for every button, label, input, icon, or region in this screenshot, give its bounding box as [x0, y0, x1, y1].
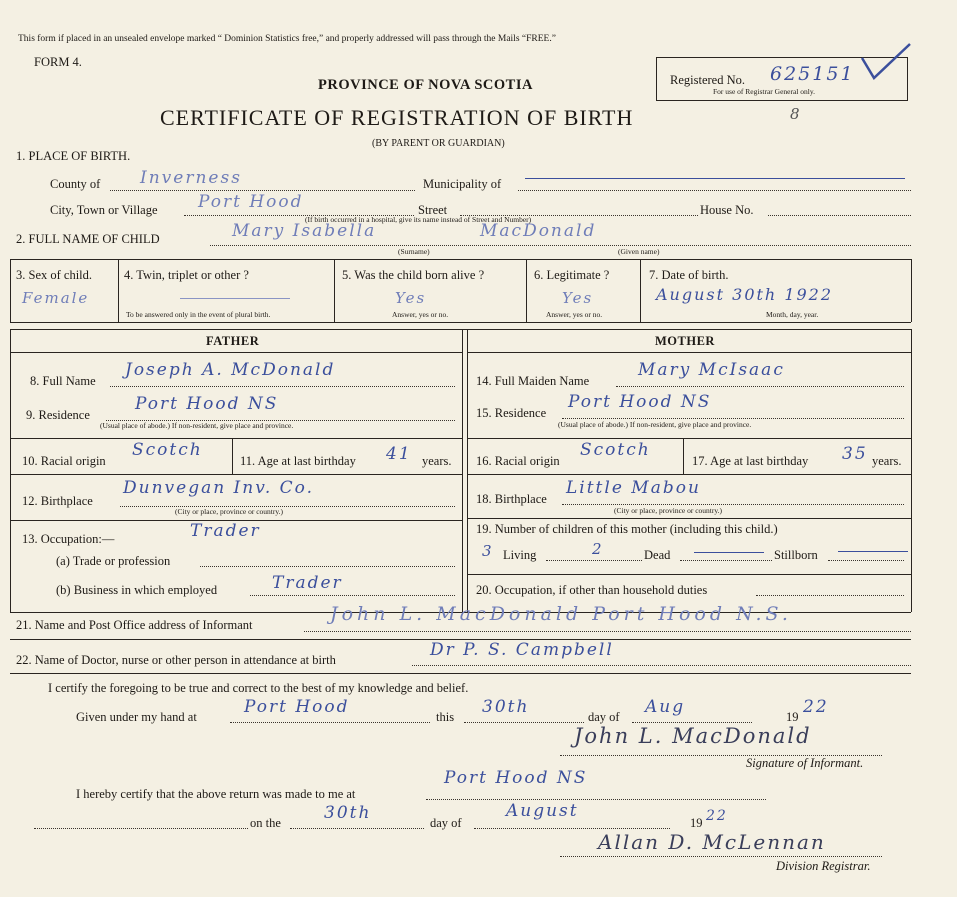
- registrar-signature: Allan D. McLennan: [598, 830, 826, 854]
- mother-racial-value: Scotch: [580, 440, 651, 460]
- legitimate-note: Answer, yes or no.: [546, 310, 603, 319]
- certify-statement: I certify the foregoing to be true and correct to the best of my knowledge and belief.: [48, 681, 469, 695]
- checkmark-icon: [858, 40, 914, 84]
- trade-label: (a) Trade or profession: [56, 554, 171, 568]
- returned-year-value: 22: [706, 808, 728, 824]
- doctor-label: 22. Name of Doctor, nurse or other person in attendance at birth: [16, 653, 336, 667]
- page-title: CERTIFICATE OF REGISTRATION OF BIRTH: [160, 105, 634, 130]
- dob-label: 7. Date of birth.: [649, 268, 729, 282]
- business-label: (b) Business in which employed: [56, 583, 218, 597]
- street-label: Street: [418, 203, 448, 217]
- legitimate-value: Yes: [562, 289, 594, 307]
- returned-year-prefix: 19: [690, 816, 703, 830]
- father-age-label: 11. Age at last birthday: [240, 454, 356, 468]
- dob-value: August 30th 1922: [656, 285, 834, 304]
- given-day-of-label: day of: [588, 710, 620, 724]
- city-label: City, Town or Village: [50, 203, 158, 217]
- father-racial-label: 10. Racial origin: [22, 454, 106, 468]
- father-residence-note: (Usual place of abode.) If non-resident, give place and province.: [100, 421, 294, 430]
- mother-birthplace-note: (City or place, province or country.): [614, 506, 723, 515]
- mother-occupation-label: 20. Occupation, if other than household duties: [476, 583, 708, 597]
- father-racial-value: Scotch: [132, 440, 203, 460]
- mother-heading: MOTHER: [655, 334, 715, 348]
- registered-label: Registered No.: [670, 73, 745, 87]
- doctor-value: Dr P. S. Campbell: [430, 640, 614, 660]
- twin-note: To be answered only in the event of plural birth.: [126, 310, 271, 319]
- father-birthplace-label: 12. Birthplace: [22, 494, 93, 508]
- mother-residence-value: Port Hood NS: [568, 392, 712, 412]
- mother-birthplace-label: 18. Birthplace: [476, 492, 547, 506]
- dead-label: Dead: [644, 548, 671, 562]
- dob-note: Month, day, year.: [766, 310, 819, 319]
- father-name-value: Joseph A. McDonald: [125, 360, 336, 380]
- given-place-value: Port Hood: [244, 697, 350, 717]
- this-label: this: [436, 710, 455, 724]
- county-label: County of: [50, 177, 101, 191]
- given-year-value: 22: [803, 697, 829, 717]
- stillborn-label: Stillborn: [774, 548, 818, 562]
- returned-day-of-label: day of: [430, 816, 462, 830]
- on-the-label: on the: [250, 816, 281, 830]
- mother-years-label: years.: [872, 454, 902, 468]
- province-heading: PROVINCE OF NOVA SCOTIA: [318, 77, 533, 93]
- born-alive-value: Yes: [395, 289, 427, 307]
- surname-caption: (Surname): [398, 247, 430, 256]
- children-count-label: 19. Number of children of this mother (including this child.): [476, 522, 778, 536]
- father-residence-label: 9. Residence: [26, 408, 90, 422]
- dead-value: 2: [592, 540, 604, 558]
- father-birthplace-value: Dunvegan Inv. Co.: [123, 478, 314, 498]
- house-no-label: House No.: [700, 203, 754, 217]
- form-number: FORM 4.: [34, 55, 82, 69]
- registered-number: 625151: [770, 63, 855, 85]
- given-year-prefix: 19: [786, 710, 799, 724]
- given-month-value: Aug: [645, 697, 686, 717]
- county-value: Inverness: [140, 168, 242, 188]
- informant-signature: John L. MacDonald: [574, 724, 812, 748]
- legitimate-label: 6. Legitimate ?: [534, 268, 610, 282]
- city-value: Port Hood: [198, 192, 304, 212]
- mother-residence-note: (Usual place of abode.) If non-resident, give place and province.: [558, 420, 752, 429]
- given-name-caption: (Given name): [618, 247, 660, 256]
- informant-value: John L. MacDonald Port Hood N.S.: [330, 603, 792, 625]
- mother-name-label: 14. Full Maiden Name: [476, 374, 590, 388]
- child-surname-value: Mary Isabella: [232, 221, 377, 241]
- sex-value: Female: [22, 289, 90, 307]
- occupation-label: 13. Occupation:—: [22, 532, 115, 546]
- mother-birthplace-value: Little Mabou: [566, 478, 701, 498]
- informant-label: 21. Name and Post Office address of Informant: [16, 618, 253, 632]
- mother-residence-label: 15. Residence: [476, 406, 547, 420]
- living-value: 3: [482, 542, 494, 560]
- mother-age-value: 35: [842, 444, 868, 464]
- father-name-label: 8. Full Name: [30, 374, 96, 388]
- father-trade-value: Trader: [190, 521, 261, 541]
- father-age-value: 41: [386, 444, 412, 464]
- mother-age-label: 17. Age at last birthday: [692, 454, 809, 468]
- page-subtitle: (BY PARENT OR GUARDIAN): [372, 138, 505, 149]
- returned-place-value: Port Hood NS: [444, 768, 588, 788]
- living-label: Living: [503, 548, 537, 562]
- given-day-value: 30th: [482, 697, 530, 717]
- father-years-label: years.: [422, 454, 452, 468]
- mother-name-value: Mary McIsaac: [638, 360, 785, 380]
- father-residence-value: Port Hood NS: [135, 394, 279, 414]
- registrar-use-note: For use of Registrar General only.: [713, 87, 815, 96]
- returned-day-value: 30th: [324, 803, 372, 823]
- father-business-value: Trader: [272, 573, 343, 593]
- hereby-statement: I hereby certify that the above return was made to me at: [76, 787, 356, 801]
- signature-informant-caption: Signature of Informant.: [746, 756, 864, 770]
- father-birthplace-note: (City or place, province or country.): [175, 507, 284, 516]
- child-name-label: 2. FULL NAME OF CHILD: [16, 232, 160, 246]
- born-alive-label: 5. Was the child born alive ?: [342, 268, 485, 282]
- division-registrar-caption: Division Registrar.: [776, 859, 871, 873]
- child-given-value: MacDonald: [480, 221, 597, 241]
- born-alive-note: Answer, yes or no.: [392, 310, 449, 319]
- place-of-birth-label: 1. PLACE OF BIRTH.: [16, 149, 131, 163]
- mother-racial-label: 16. Racial origin: [476, 454, 560, 468]
- hospital-note: (If birth occurred in a hospital, give its name instead of Street and Number): [305, 215, 532, 224]
- sex-label: 3. Sex of child.: [16, 268, 93, 282]
- corner-mark: 8: [790, 105, 802, 123]
- municipality-label: Municipality of: [423, 177, 502, 191]
- mail-note: This form if placed in an unsealed envelope marked “ Dominion Statistics free,” and properly addressed will pass through the Mails “FREE.”: [18, 34, 556, 44]
- father-heading: FATHER: [206, 334, 260, 348]
- returned-month-value: August: [506, 801, 579, 821]
- twin-label: 4. Twin, triplet or other ?: [124, 268, 249, 282]
- given-under-label: Given under my hand at: [76, 710, 197, 724]
